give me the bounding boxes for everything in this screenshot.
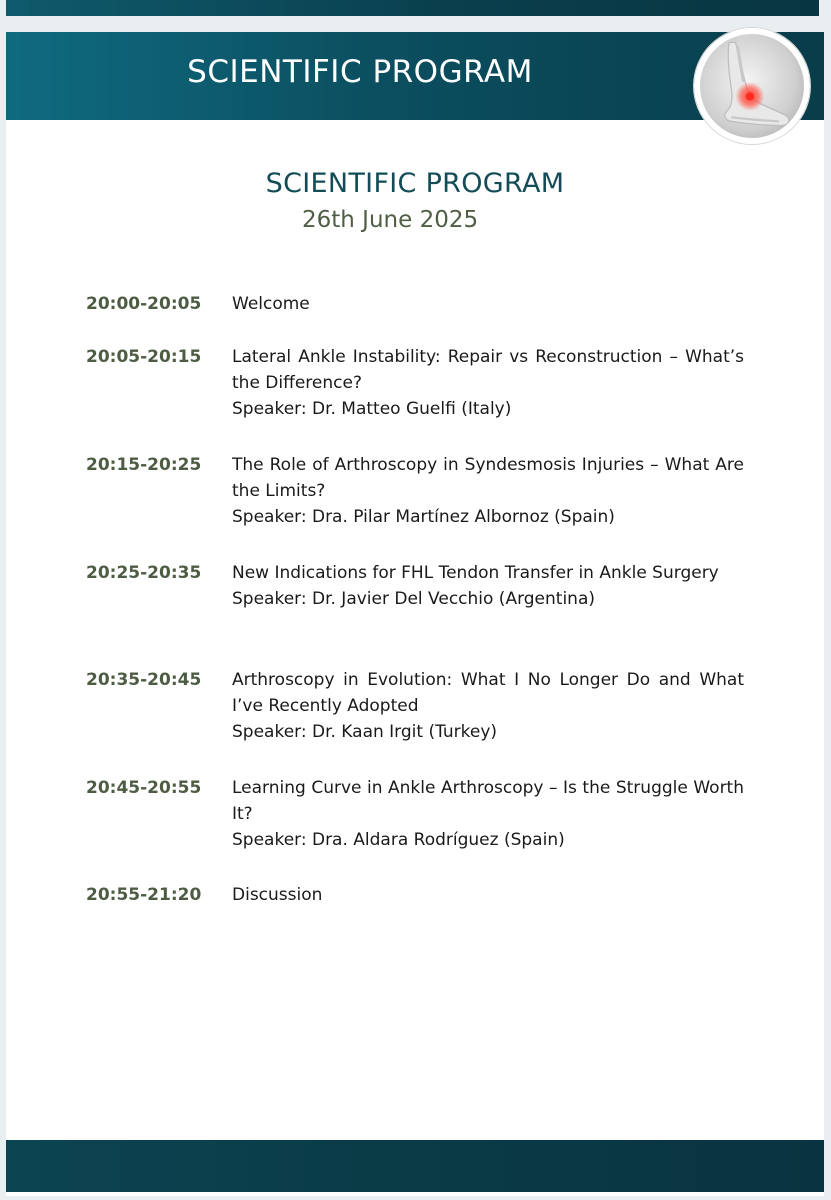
footer-band [6,1140,824,1192]
ankle-joint-icon [694,28,810,144]
entry-time: 20:45-20:55 [86,778,202,798]
entry-title: The Role of Arthroscopy in Syndesmosis Injuries – What Are the Limits? [232,455,744,501]
banner-title: SCIENTIFIC PROGRAM [187,54,533,90]
entry-title: New Indications for FHL Tendon Transfer in Ankle Surgery [232,563,719,583]
entry-time: 20:00-20:05 [86,294,202,314]
entry-speaker: Speaker: Dra. Pilar Martínez Albornoz (Spain) [232,507,615,527]
entry-content [232,775,744,853]
entry-content [232,667,744,745]
entry-title: Arthroscopy in Evolution: What I No Longer Do and What I’ve Recently Adopted [232,670,744,716]
entry-time: 20:15-20:25 [86,455,202,475]
entry-speaker: Speaker: Dr. Javier Del Vecchio (Argentina) [232,589,596,609]
entry-time: 20:35-20:45 [86,670,202,690]
entry-content [232,291,744,317]
entry-content [232,560,744,612]
entry-time: 20:55-21:20 [86,885,202,905]
document-title: SCIENTIFIC PROGRAM [265,168,565,199]
program-page [6,32,824,1196]
entry-speaker: Speaker: Dr. Matteo Guelfi (Italy) [232,399,512,419]
top-accent-strip [6,0,819,16]
entry-title: Welcome [232,294,310,314]
entry-time: 20:25-20:35 [86,563,202,583]
document-date: 26th June 2025 [302,207,479,233]
entry-title: Discussion [232,885,323,905]
entry-speaker: Speaker: Dra. Aldara Rodríguez (Spain) [232,830,565,850]
entry-speaker: Speaker: Dr. Kaan Irgit (Turkey) [232,722,498,742]
entry-title: Lateral Ankle Instability: Repair vs Reconstruction – What’s the Difference? [232,347,744,393]
entry-title: Learning Curve in Ankle Arthroscopy – Is the Struggle Worth It? [232,778,744,824]
entry-content [232,452,744,530]
entry-content [232,344,744,422]
entry-time: 20:05-20:15 [86,347,202,367]
entry-content [232,882,744,908]
